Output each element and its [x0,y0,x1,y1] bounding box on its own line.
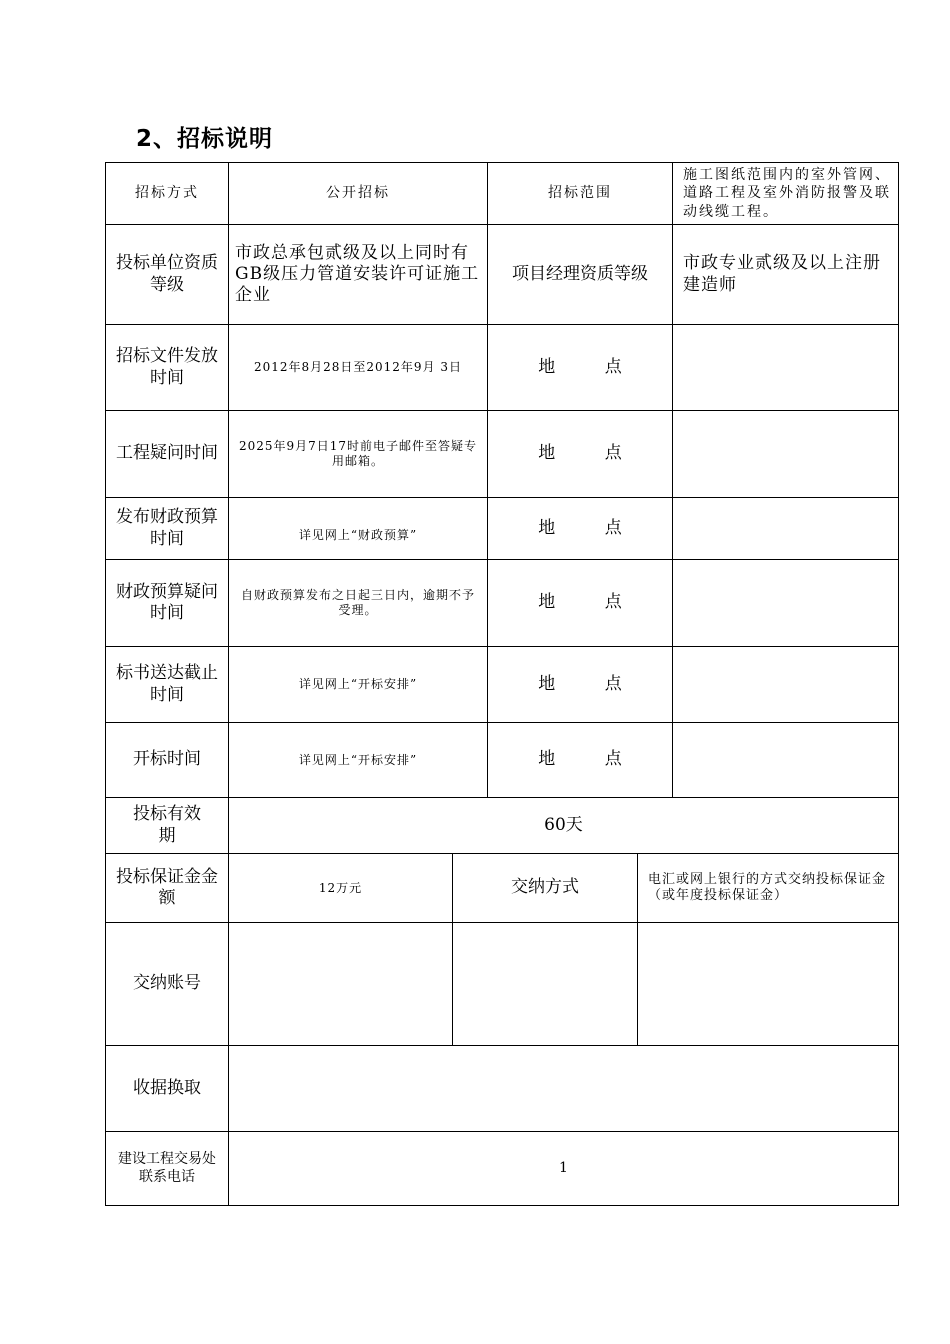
account-value-2 [453,923,638,1046]
scope-value: 施工图纸范围内的室外管网、道路工程及室外消防报警及联动线缆工程。 [673,163,899,225]
pm-qualification-label: 项目经理资质等级 [488,225,673,325]
scope-label: 招标范围 [488,163,673,225]
table-row [106,560,899,647]
table-row [106,225,899,325]
opening-place-label: 地 点 [488,723,673,798]
phone-label: 建设工程交易处联系电话 [106,1132,229,1206]
bond-label: 投标保证金金额 [106,854,229,923]
table-row [106,923,899,1046]
opening-place-value [673,723,899,798]
tender-info-table [105,162,899,1206]
budget-inquiry-place-value [673,560,899,647]
table-row [106,854,899,923]
bond-value: 12万元 [229,854,453,923]
table-row [106,411,899,498]
qualification-value: 市政总承包贰级及以上同时有GB级压力管道安装许可证施工企业 [229,225,488,325]
table-row [106,1132,899,1206]
table-row [106,325,899,411]
opening-value: 详见网上“开标安排” [229,723,488,798]
table-row [106,723,899,798]
budget-inquiry-label: 财政预算疑问时间 [106,560,229,647]
submission-deadline-value: 详见网上“开标安排” [229,647,488,723]
doc-issue-value: 2012年8月28日至2012年9月 3日 [229,325,488,411]
doc-issue-place-label: 地 点 [488,325,673,411]
inquiry-value: 2025年9月7日17时前电子邮件至答疑专用邮箱。 [229,411,488,498]
submission-deadline-place-value [673,647,899,723]
page-title: 2、招标说明 [136,126,274,152]
method-value: 公开招标 [229,163,488,225]
account-value-1 [229,923,453,1046]
pm-qualification-value: 市政专业贰级及以上注册建造师 [673,225,899,325]
submission-deadline-label: 标书送达截止时间 [106,647,229,723]
doc-issue-label: 招标文件发放时间 [106,325,229,411]
table-row [106,647,899,723]
account-label: 交纳账号 [106,923,229,1046]
pay-method-label: 交纳方式 [453,854,638,923]
validity-label: 投标有效期 [106,798,229,854]
pay-method-value: 电汇或网上银行的方式交纳投标保证金（或年度投标保证金） [638,854,899,923]
opening-label: 开标时间 [106,723,229,798]
table-row [106,498,899,560]
budget-inquiry-value: 自财政预算发布之日起三日内，逾期不予受理。 [229,560,488,647]
table-row [106,798,899,854]
receipt-value [229,1046,899,1132]
budget-inquiry-place-label: 地 点 [488,560,673,647]
inquiry-place-value [673,411,899,498]
account-value-3 [638,923,899,1046]
inquiry-label: 工程疑问时间 [106,411,229,498]
table-row [106,163,899,225]
submission-deadline-place-label: 地 点 [488,647,673,723]
receipt-label: 收据换取 [106,1046,229,1132]
validity-value: 60天 [229,798,899,854]
budget-release-place-value [673,498,899,560]
inquiry-place-label: 地 点 [488,411,673,498]
budget-release-label: 发布财政预算时间 [106,498,229,560]
doc-issue-place-value [673,325,899,411]
method-label: 招标方式 [106,163,229,225]
table-row [106,1046,899,1132]
phone-value: 1 [229,1132,899,1206]
budget-release-value: 详见网上“财政预算” [229,498,488,560]
qualification-label: 投标单位资质等级 [106,225,229,325]
budget-release-place-label: 地 点 [488,498,673,560]
